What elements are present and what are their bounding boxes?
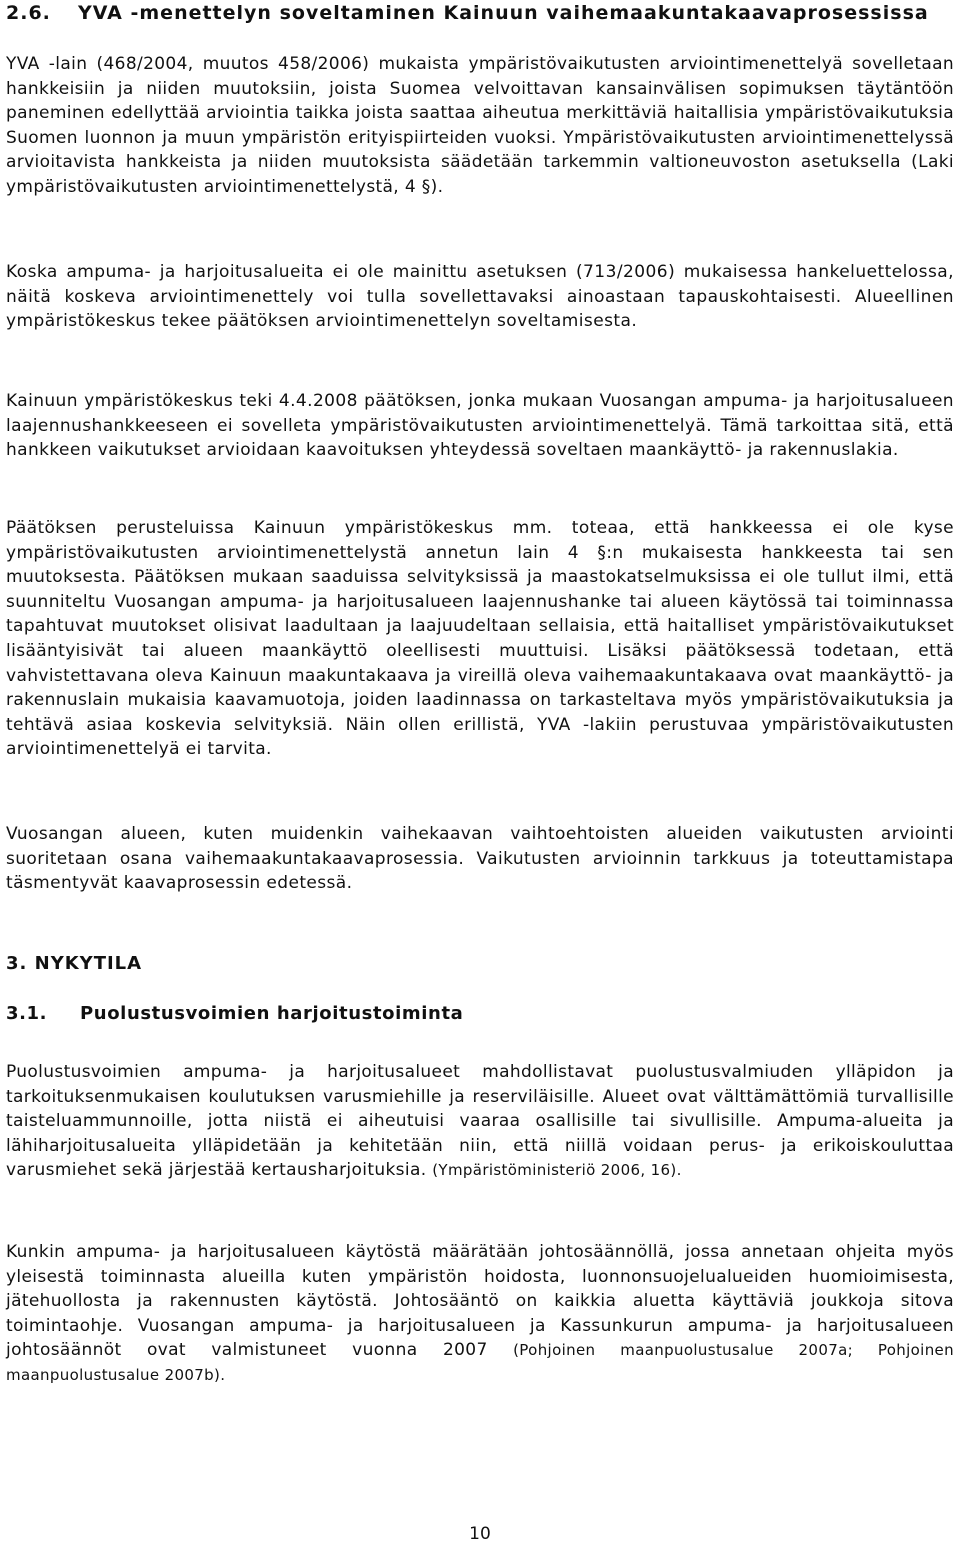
paragraph-military-training [6, 1060, 954, 1183]
subsection-heading [6, 1003, 463, 1024]
paragraph-regulations [6, 1240, 954, 1388]
paragraph-decision-rationale: Päätöksen perusteluissa Kainuun ympäristökeskus mm. toteaa, että hankkeessa ei ole kyse ympäristövaikutusten arviointimenettelystä annetun lain 4 §:n mukaisesta hankkeesta tai sen muutoksesta. Päätöksen mukaan saaduissa selvityksissä ja maastokatselmuksissa ei ole tullut ilmi, että suunniteltu Vuosangan ampuma- ja harjoitusalueen laajennushanke tai alueen käytössä tai toiminnassa tapahtuvat muutokset olisivat laadultaan ja laajuudeltaan sellaisia, että haitalliset ympäristövaikutukset lisääntyisivät tai alueen maankäyttö oleellisesti muuttuisi. Lisäksi päätöksessä todetaan, että vahvistettavana oleva Kainuun maakuntakaava ja vireillä oleva vaihemaakuntakaava ovat maankäyttö- ja rakennuslain mukaisia kaavamuotoja, joiden laadinnassa on tarkasteltava myös ympäristövaikutuksia ja tehtävä asiaa koskevia selvityksiä. Näin ollen erillistä, YVA -lakiin perustuvaa ympäristövaikutusten arviointimenettelyä ei tarvita. [6, 518, 954, 760]
page-number: 10 [469, 1524, 491, 1544]
paragraph-yva-law: YVA -lain (468/2004, muutos 458/2006) mukaista ympäristövaikutusten arviointimenettelyä sovelletaan hankkeisiin ja niiden muutoksiin, joista Suomea velvoittavan kansainvälisen sopimuksen täytäntöön paneminen edellyttää arviointia taikka joista saattaa aiheutua merkittäviä haitallisia ympäristövaikutuksia Suomen luonnon ja muun ympäristön erityispiirteiden vuoksi. Ympäristövaikutusten arviointimenettelyssä arvioitavista hankkeista ja niiden muutoksista säädetään tarkemmin valtioneuvoston asetuksella (Laki ympäristövaikutusten arviointimenettelystä, 4 §). [6, 54, 954, 197]
paragraph-assessment: Vuosangan alueen, kuten muidenkin vaihekaavan vaihtoehtoisten alueiden vaikutusten arviointi suoritetaan osana vaihemaakuntakaavaprosessia. Vaikutusten arvioinnin tarkkuus ja toteuttamistapa täsmentyvät kaavaprosessin edetessä. [6, 824, 954, 894]
section-number: 2.6. [6, 2, 51, 24]
paragraph-military-training-text: Puolustusvoimien ampuma- ja harjoitusalueet mahdollistavat puolustusvalmiuden ylläpidon ja tarkoituksenmukaisen koulutuksen varusmiehille ja reserviläisille. Alueet ovat välttämättömiä turvallisille taisteluammunnoille, jotta niistä ei aiheutuisi vaaraa osallisille tai sivullisille. Ampuma-alueita ja lähiharjoitusalueita ylläpidetään ja kehitetään niin, että niillä voidaan perus- ja erikoiskouluttaa varusmiehet sekä järjestää kertausharjoituksia. [6, 1062, 954, 1181]
paragraph-project-list: Koska ampuma- ja harjoitusalueita ei ole mainittu asetuksen (713/2006) mukaisessa hankeluettelossa, näitä koskeva arviointimenettely voi tulla sovellettavaksi ainoastaan tapauskohtaisesti. Alueellinen ympäristökeskus tekee päätöksen arviointimenettelyn soveltamisesta. [6, 262, 954, 332]
section-title: YVA -menettelyn soveltaminen Kainuun vaihemaakuntakaavaprosessissa [78, 2, 929, 24]
citation-defence-area: (Pohjoinen maanpuolustusalue 2007a; Pohjoinen maanpuolustusalue 2007b). [6, 1341, 954, 1384]
subsection-title: Puolustusvoimien harjoitustoiminta [80, 1003, 464, 1024]
citation-ministry: (Ympäristöministeriö 2006, 16). [432, 1161, 682, 1180]
paragraph-decision: Kainuun ympäristökeskus teki 4.4.2008 päätöksen, jonka mukaan Vuosangan ampuma- ja harjoitusalueen laajennushankkeeseen ei sovelleta ympäristövaikutusten arviointimenettelyä. Tämä tarkoittaa sitä, että hankkeen vaikutukset arvioidaan kaavoituksen yhteydessä soveltaen maankäyttö- ja rakennuslakia. [6, 391, 954, 461]
chapter-heading: 3. NYKYTILA [6, 953, 143, 974]
section-heading [6, 2, 954, 24]
paragraph-regulations-text: Kunkin ampuma- ja harjoitusalueen käytöstä määrätään johtosäännöllä, jossa annetaan ohjeita myös yleisestä toiminnasta alueilla kuten ympäristön hoidosta, luonnonsuojelualueiden huomioimisesta, jätehuollosta ja rakennusten käytöstä. Johtosääntö on kaikkia aluetta käyttäviä joukkoja sitova toimintaohje. Vuosangan ampuma- ja harjoitusalueen ja Kassunkurun ampuma- ja harjoitusalueen johtosäännöt ovat valmistuneet vuonna 2007 [6, 1242, 954, 1361]
subsection-number: 3.1. [6, 1003, 48, 1024]
